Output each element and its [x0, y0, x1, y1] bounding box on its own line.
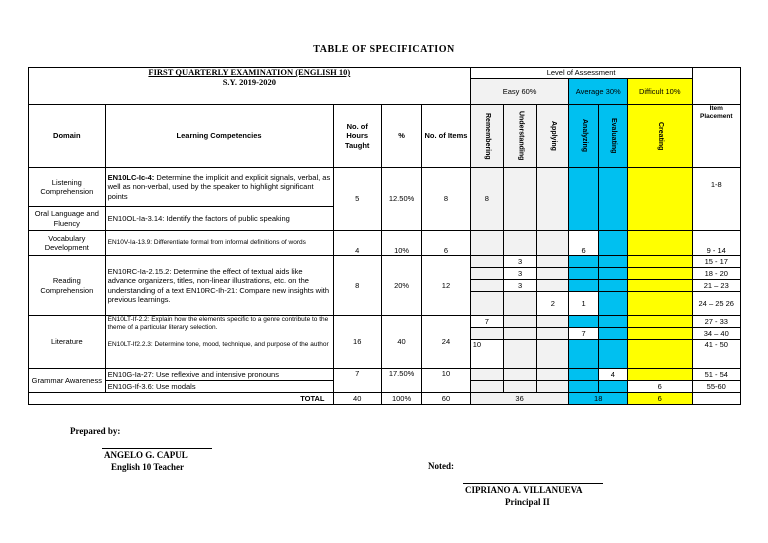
analyzing-reading-2 [569, 268, 598, 280]
remembering-vocab [470, 231, 503, 256]
analyzing-grammar-1 [569, 369, 598, 381]
total-placement [692, 393, 741, 405]
evaluating-literature-1 [598, 316, 627, 328]
domain-reading: Reading Comprehension [29, 256, 106, 316]
applying-reading-2 [537, 268, 569, 280]
difficult-header: Difficult 10% [627, 79, 692, 105]
creating-vocab [627, 231, 692, 256]
evaluating-listening [598, 168, 627, 231]
items-listening: 8 [422, 168, 470, 231]
understanding-grammar-2 [503, 381, 536, 393]
noted-label: Noted: [428, 461, 454, 471]
understanding-literature-2 [503, 328, 536, 340]
creating-grammar-2: 6 [627, 381, 692, 393]
creating-header: Creating [657, 121, 665, 151]
creating-literature-2 [627, 328, 692, 340]
items-grammar: 10 [422, 369, 470, 393]
applying-literature-1 [537, 316, 569, 328]
evaluating-reading-1 [598, 256, 627, 268]
placement-vocab: 9 - 14 [692, 231, 741, 256]
remembering-header: Remembering [484, 112, 492, 160]
hours-grammar: 7 [333, 369, 381, 393]
percent-listening: 12.50% [381, 168, 421, 231]
remembering-reading-2 [470, 268, 503, 280]
domain-header: Domain [29, 105, 106, 168]
creating-literature-3 [627, 340, 692, 369]
total-difficult: 6 [627, 393, 692, 405]
hours-header: No. of Hours Taught [333, 105, 381, 168]
domain-oral: Oral Language and Fluency [29, 207, 106, 231]
evaluating-vocab [598, 231, 627, 256]
remembering-literature-1: 7 [470, 316, 503, 328]
domain-grammar: Grammar Awareness [29, 369, 106, 393]
hours-listening: 5 [333, 168, 381, 231]
exam-title-cell [29, 68, 471, 105]
creating-reading-1 [627, 256, 692, 268]
analyzing-grammar-2 [569, 381, 598, 393]
table-row [29, 316, 741, 328]
noter-title: Principal II [505, 497, 550, 507]
exam-title: FIRST QUARTERLY EXAMINATION (ENGLISH 10) [148, 67, 351, 77]
creating-reading-4 [627, 292, 692, 316]
applying-reading-1 [537, 256, 569, 268]
percent-grammar: 17.50% [381, 369, 421, 393]
total-average: 18 [569, 393, 627, 405]
analyzing-reading-3 [569, 280, 598, 292]
placement-header: Item Placement [692, 105, 741, 168]
competency-oral: EN10OL-Ia-3.14: Identify the factors of public speaking [105, 207, 333, 231]
total-hours: 40 [333, 393, 381, 405]
percent-header: % [381, 105, 421, 168]
competency-reading: EN10RC-Ia-2.15.2: Determine the effect of textual aids like advance organizers, titles, non-linear illustrations, etc. on the understanding of a text EN10RC-Ih-21: Compare new insights with previous learnings. [105, 256, 333, 316]
applying-reading-4: 2 [537, 292, 569, 316]
items-header: No. of Items [422, 105, 470, 168]
analyzing-literature-1 [569, 316, 598, 328]
creating-literature-1 [627, 316, 692, 328]
evaluating-literature-3 [598, 340, 627, 369]
total-label: TOTAL [29, 393, 334, 405]
items-literature: 24 [422, 316, 470, 369]
analyzing-reading-4: 1 [569, 292, 598, 316]
competency-literature-1: EN10LT-If-2.2: Explain how the elements specific to a genre contribute to the theme of a particular literary selection. [107, 316, 329, 332]
applying-listening [537, 168, 569, 231]
creating-grammar-1 [627, 369, 692, 381]
table-row [29, 231, 741, 256]
understanding-vocab [503, 231, 536, 256]
creating-reading-2 [627, 268, 692, 280]
remembering-reading-1 [470, 256, 503, 268]
competency-literature-2: EN10LT-If2.2.3: Determine tone, mood, technique, and purpose of the author [107, 341, 329, 349]
placement-reading-3: 21 – 23 [692, 280, 741, 292]
total-items: 60 [422, 393, 470, 405]
competency-grammar-1: EN10G-Ia-27: Use reflexive and intensive pronouns [105, 369, 333, 381]
placement-literature-1: 27 - 33 [692, 316, 741, 328]
school-year: S.Y. 2019-2020 [222, 76, 276, 87]
competency-listening [105, 168, 333, 207]
remembering-reading-3 [470, 280, 503, 292]
creating-reading-3 [627, 280, 692, 292]
analyzing-listening [569, 168, 598, 231]
placement-literature-2: 34 – 40 [692, 328, 741, 340]
understanding-header: Understanding [517, 111, 525, 161]
remembering-literature-2 [470, 328, 503, 340]
remembering-grammar-1 [470, 369, 503, 381]
placement-grammar-2: 55-60 [692, 381, 741, 393]
remembering-reading-4 [470, 292, 503, 316]
preparer-signature-line [102, 448, 212, 449]
applying-grammar-1 [537, 369, 569, 381]
evaluating-grammar-2 [598, 381, 627, 393]
evaluating-reading-2 [598, 268, 627, 280]
table-row [29, 369, 741, 381]
preparer-title: English 10 Teacher [111, 462, 185, 472]
applying-literature-2 [537, 328, 569, 340]
domain-listening: Listening Comprehension [29, 168, 106, 207]
document-title: TABLE OF SPECIFICATION [313, 44, 455, 55]
placement-literature-3: 41 - 50 [692, 340, 741, 369]
understanding-reading-4 [503, 292, 536, 316]
specification-table [28, 67, 741, 405]
average-header: Average 30% [569, 79, 627, 105]
table-row [29, 168, 741, 207]
competencies-header: Learning Competencies [105, 105, 333, 168]
items-vocab: 6 [422, 231, 470, 256]
blank-header-cell [692, 68, 741, 105]
hours-literature: 16 [333, 316, 381, 369]
total-easy: 36 [470, 393, 569, 405]
understanding-reading-2: 3 [503, 268, 536, 280]
understanding-literature-1 [503, 316, 536, 328]
evaluating-header: Evaluating [610, 118, 618, 154]
total-percent: 100% [381, 393, 421, 405]
remembering-literature-3: 10 [470, 340, 503, 369]
remembering-listening: 8 [470, 168, 503, 231]
table-row [29, 256, 741, 268]
evaluating-grammar-1: 4 [598, 369, 627, 381]
applying-header: Applying [550, 121, 558, 151]
preparer-name: ANGELO G. CAPUL [104, 450, 188, 460]
placement-reading-2: 18 - 20 [692, 268, 741, 280]
evaluating-literature-2 [598, 328, 627, 340]
placement-listening: 1-8 [692, 168, 741, 231]
applying-literature-3 [537, 340, 569, 369]
competency-code: EN10LC-Ic-4: [107, 172, 155, 182]
percent-vocab: 10% [381, 231, 421, 256]
items-reading: 12 [422, 256, 470, 316]
analyzing-reading-1 [569, 256, 598, 268]
analyzing-header: Analyzing [580, 119, 588, 153]
remembering-grammar-2 [470, 381, 503, 393]
creating-listening [627, 168, 692, 231]
placement-reading-1: 15 - 17 [692, 256, 741, 268]
applying-reading-3 [537, 280, 569, 292]
percent-literature: 40 [381, 316, 421, 369]
hours-reading: 8 [333, 256, 381, 316]
competency-literature [105, 316, 333, 369]
easy-header: Easy 60% [470, 79, 569, 105]
analyzing-literature-3 [569, 340, 598, 369]
placement-reading-4: 24 – 25 26 [692, 292, 741, 316]
level-of-assessment: Level of Assessment [470, 68, 692, 79]
placement-grammar-1: 51 - 54 [692, 369, 741, 381]
analyzing-literature-2: 7 [569, 328, 598, 340]
competency-text: Determine the implicit and explicit signals, verbal, as well as non-verbal, used by the speaker to highlight significant points [107, 172, 331, 201]
understanding-reading-3: 3 [503, 280, 536, 292]
noter-signature-line [463, 483, 603, 484]
understanding-reading-1: 3 [503, 256, 536, 268]
prepared-by-label: Prepared by: [70, 426, 121, 436]
understanding-grammar-1 [503, 369, 536, 381]
analyzing-vocab: 6 [569, 231, 598, 256]
understanding-literature-3 [503, 340, 536, 369]
total-row [29, 393, 741, 405]
applying-grammar-2 [537, 381, 569, 393]
noter-name: CIPRIANO A. VILLANUEVA [465, 485, 583, 495]
evaluating-reading-3 [598, 280, 627, 292]
domain-literature: Literature [29, 316, 106, 369]
applying-vocab [537, 231, 569, 256]
domain-vocab: Vocabulary Development [29, 231, 106, 256]
hours-vocab: 4 [333, 231, 381, 256]
percent-reading: 20% [381, 256, 421, 316]
competency-grammar-2: EN10G-If-3.6: Use modals [105, 381, 333, 393]
understanding-listening [503, 168, 536, 231]
evaluating-reading-4 [598, 292, 627, 316]
competency-vocab: EN10V-Ia-13.9: Differentiate formal from informal definitions of words [105, 231, 333, 256]
